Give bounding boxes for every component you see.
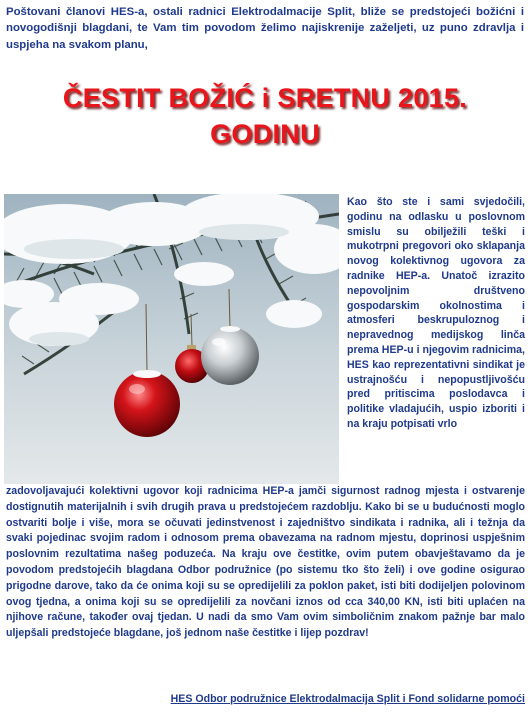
- christmas-ornaments-photo: [4, 194, 339, 484]
- headline-line-2: GODINU: [210, 119, 320, 149]
- body-paragraph: zadovoljavajući kolektivni ugovor koji radnicima HEP-a jamči sigurnost radnog mjesta i ostvarenje dostignutih materijalnih i svih drugih prava u predstojećem razdoblju. Kako bi se u budućnosti moglo ostvariti bolje i više, mora se očuvati jedinstvenost i zajedništvo sindikata i radnika, ali i težnja da svaki pojedinac svojim radom i odnosom prema obavezama na radnom mjestu, doprinosi uspješnim poslovnim rezultatima našeg poduzeća. Na kraju ove čestitke, ovim putem obavještavamo da je povodom predstojećih blagdana Odbor podružnice (po sistemu tko što želi) i ove godine osigurao prigodne darove, tako da će onima koji su se opredijelili za poklon paket, isti biti dodijeljen polovinom ovog tjedna, a onima koji su se opredijelili za novčani iznos od cca 340,00 KN, isti biti uplaćen na njihove račune, također ovaj tjedan. U nadi da smo Vam ovim simboličnim znakom pažnje bar malo uljepšali predstojeće blagdane, još jednom naše čestitke i lijep pozdrav!: [6, 485, 525, 640]
- signature: HES Odbor podružnice Elektrodalmacija Split i Fond solidarne pomoći: [170, 693, 525, 705]
- headline-line-1: ČESTIT BOŽIĆ i SRETNU 2015.: [62, 83, 468, 113]
- intro-paragraph: Poštovani članovi HES-a, ostali radnici Elektrodalmacije Split, bliže se predstojeći božićni i novogodišnji blagdani, te Vam tim povodom želimo najiskrenije zaželjeti, uz puno zdravlja i uspjeha na svakom planu,: [6, 6, 524, 51]
- side-paragraph: Kao što ste i sami svjedočili, godinu na odlasku u poslovnom smislu su obilježili teški i mukotrpni pregovori oko sklapanja novog kolektivnog ugovora za radnike HEP-a. Unatoč izrazito nepovoljnim društveno gospodarskim okolnostima i atmosferi beskrupuloznog i nepravednog medijskog linča prema HEP-u i njegovim radnicima, HES kao reprezentativni sindikat je ustrajnošću i nepopustljivošću pred pritiscima poslodavca i politike vladajućih, uspio izboriti i na kraju potpisati vrlo: [347, 196, 525, 430]
- headline: [0, 80, 530, 152]
